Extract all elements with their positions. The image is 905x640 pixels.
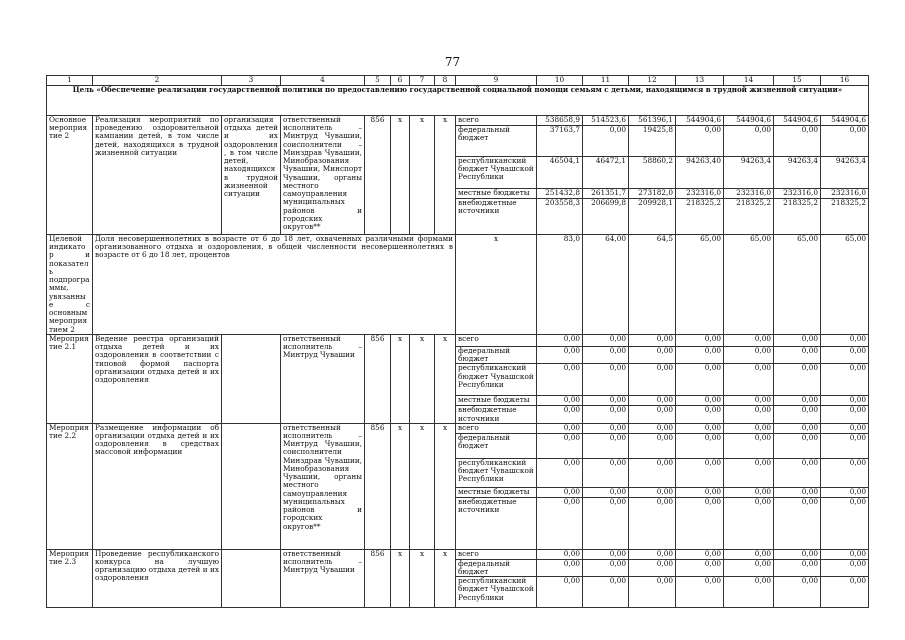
funding-value: 0,00 <box>537 497 583 549</box>
funding-source: федеральный бюджет <box>456 559 537 576</box>
indicator-text: Доля несовершеннолетних в возрасте от 6 до 18 лет, охваченных различными формами организованного отдыха и оздоровления, в общей численности несовершеннолетних в возрасте от 6 до 18 лет, процентов <box>93 235 456 335</box>
funding-value: 0,00 <box>537 458 583 487</box>
column-number: 13 <box>676 76 724 86</box>
funding-value: 209928,1 <box>629 199 676 235</box>
funding-value: 0,00 <box>724 364 774 396</box>
funding-value: 0,00 <box>629 577 676 608</box>
activity-id: Мероприятие 2.1 <box>47 334 93 423</box>
budget-code: x <box>410 423 435 549</box>
funding-value: 203558,3 <box>537 199 583 235</box>
funding-value: 273182,0 <box>629 189 676 199</box>
column-number: 6 <box>391 76 410 86</box>
activity-name: Ведение реестра организаций отдыха детей и их оздоровления в соответствии с типовой формой паспорта организации отдыха детей и их оздоровления <box>93 334 222 423</box>
column-number-row <box>47 76 869 86</box>
activity-id: Мероприятие 2.2 <box>47 423 93 549</box>
funding-value: 218325,2 <box>774 199 821 235</box>
funding-value: 0,00 <box>583 126 629 157</box>
funding-source: всего <box>456 549 537 559</box>
funding-value: 0,00 <box>676 497 724 549</box>
funding-value: 0,00 <box>629 549 676 559</box>
table-row <box>47 423 869 433</box>
table-row <box>47 334 869 346</box>
funding-value: 46504,1 <box>537 157 583 189</box>
funding-value: 0,00 <box>676 364 724 396</box>
funding-value: 0,00 <box>537 334 583 346</box>
funding-value: 0,00 <box>676 126 724 157</box>
funding-value: 0,00 <box>724 487 774 497</box>
funding-value: 561396,1 <box>629 116 676 126</box>
responsible-executor: ответственный исполнитель – Минтруд Чувашии <box>281 334 365 423</box>
funding-value: 0,00 <box>774 126 821 157</box>
responsible-executor: ответственный исполнитель – Минтруд Чувашии <box>281 549 365 607</box>
funding-value: 0,00 <box>774 334 821 346</box>
funding-value: 0,00 <box>821 433 869 458</box>
funding-source: местные бюджеты <box>456 189 537 199</box>
funding-value: 0,00 <box>821 334 869 346</box>
funding-value: 251432,8 <box>537 189 583 199</box>
funding-value: 0,00 <box>537 423 583 433</box>
funding-value: 0,00 <box>821 577 869 608</box>
funding-value: 0,00 <box>821 364 869 396</box>
funding-value: 0,00 <box>774 423 821 433</box>
funding-value: 0,00 <box>676 346 724 363</box>
indicator-row <box>47 235 869 335</box>
budget-code: x <box>435 334 456 423</box>
funding-source: местные бюджеты <box>456 396 537 406</box>
funding-value: 0,00 <box>676 549 724 559</box>
funding-value: 0,00 <box>583 396 629 406</box>
funding-source: республиканский бюджет Чувашской Республики <box>456 577 537 608</box>
funding-value: 0,00 <box>724 423 774 433</box>
program-table <box>46 75 869 608</box>
funding-value: 0,00 <box>537 346 583 363</box>
column-number: 11 <box>583 76 629 86</box>
budget-code: x <box>410 549 435 607</box>
funding-value: 544904,6 <box>774 116 821 126</box>
funding-value: 0,00 <box>774 487 821 497</box>
funding-source: внебюджетные источники <box>456 497 537 549</box>
column-number: 8 <box>435 76 456 86</box>
funding-value: 0,00 <box>676 433 724 458</box>
funding-value: 514523,6 <box>583 116 629 126</box>
funding-value: 0,00 <box>774 406 821 423</box>
funding-value: 0,00 <box>821 126 869 157</box>
funding-source: республиканский бюджет Чувашской Республики <box>456 364 537 396</box>
indicator-x: x <box>456 235 537 335</box>
funding-value: 218325,2 <box>821 199 869 235</box>
responsible-executor: ответственный исполнитель – Минтруд Чувашии, соисполнители – Минздрав Чувашии, Минобразования Чувашии, Минспорт Чувашии, органы местного самоуправления муниципальных районов и городских округов** <box>281 116 365 235</box>
funding-value: 0,00 <box>774 577 821 608</box>
activity-name: Реализация мероприятий по проведению оздоровительной кампании детей, в том числе детей, находящихся в трудной жизненной ситуации <box>93 116 222 235</box>
funding-value: 0,00 <box>583 364 629 396</box>
funding-value: 0,00 <box>821 559 869 576</box>
budget-code: 856 <box>365 116 391 235</box>
responsible-executor: ответственный исполнитель – Минтруд Чувашии, соисполнители Минздрав Чувашии, Минобразования Чувашии, органы местного самоуправления муниципальных районов и городских округов** <box>281 423 365 549</box>
funding-source: внебюджетные источники <box>456 406 537 423</box>
funding-value: 0,00 <box>724 577 774 608</box>
funding-value: 232316,0 <box>774 189 821 199</box>
column-number: 1 <box>47 76 93 86</box>
funding-value: 0,00 <box>629 559 676 576</box>
funding-value: 0,00 <box>583 423 629 433</box>
funding-value: 0,00 <box>774 458 821 487</box>
funding-value: 0,00 <box>821 549 869 559</box>
funding-value: 0,00 <box>629 423 676 433</box>
column-number: 12 <box>629 76 676 86</box>
funding-value: 0,00 <box>629 396 676 406</box>
funding-value: 0,00 <box>629 433 676 458</box>
funding-value: 0,00 <box>583 487 629 497</box>
funding-value: 0,00 <box>537 559 583 576</box>
funding-value: 218325,2 <box>676 199 724 235</box>
funding-source: всего <box>456 116 537 126</box>
table-row <box>47 549 869 559</box>
funding-value: 0,00 <box>629 458 676 487</box>
funding-value: 0,00 <box>583 577 629 608</box>
funding-value: 46472,1 <box>583 157 629 189</box>
indicator-value: 65,00 <box>774 235 821 335</box>
funding-value: 0,00 <box>629 334 676 346</box>
funding-value: 0,00 <box>583 497 629 549</box>
budget-code: x <box>391 423 410 549</box>
funding-value: 0,00 <box>676 577 724 608</box>
funding-value: 0,00 <box>724 458 774 487</box>
column-number: 3 <box>222 76 281 86</box>
expected-result <box>222 334 281 423</box>
funding-value: 0,00 <box>774 497 821 549</box>
funding-value: 261351,7 <box>583 189 629 199</box>
funding-value: 0,00 <box>724 406 774 423</box>
funding-value: 0,00 <box>583 406 629 423</box>
column-number: 2 <box>93 76 222 86</box>
funding-value: 0,00 <box>537 433 583 458</box>
funding-value: 0,00 <box>676 559 724 576</box>
funding-value: 0,00 <box>821 423 869 433</box>
funding-source: внебюджетные источники <box>456 199 537 235</box>
funding-value: 0,00 <box>537 406 583 423</box>
funding-value: 232316,0 <box>676 189 724 199</box>
funding-value: 0,00 <box>583 549 629 559</box>
funding-value: 0,00 <box>537 396 583 406</box>
funding-value: 0,00 <box>676 396 724 406</box>
column-number: 7 <box>410 76 435 86</box>
budget-code: x <box>391 334 410 423</box>
funding-value: 94263,4 <box>724 157 774 189</box>
funding-value: 0,00 <box>676 487 724 497</box>
funding-value: 0,00 <box>724 497 774 549</box>
funding-value: 94263,4 <box>821 157 869 189</box>
funding-value: 0,00 <box>676 423 724 433</box>
indicator-value: 65,00 <box>724 235 774 335</box>
funding-value: 0,00 <box>583 559 629 576</box>
indicator-value: 64,5 <box>629 235 676 335</box>
funding-value: 0,00 <box>821 406 869 423</box>
column-number: 15 <box>774 76 821 86</box>
funding-value: 218325,2 <box>724 199 774 235</box>
funding-value: 0,00 <box>774 559 821 576</box>
budget-code: x <box>435 549 456 607</box>
funding-value: 94263,4 <box>774 157 821 189</box>
budget-code: x <box>435 116 456 235</box>
funding-value: 0,00 <box>583 458 629 487</box>
column-number: 14 <box>724 76 774 86</box>
funding-source: федеральный бюджет <box>456 126 537 157</box>
activity-id: Основное мероприятие 2 <box>47 116 93 235</box>
expected-result: организация отдыха детей и их оздоровления, в том числе детей, находящихся в трудной жизненной ситуации <box>222 116 281 235</box>
funding-value: 0,00 <box>629 487 676 497</box>
funding-source: республиканский бюджет Чувашской Республики <box>456 157 537 189</box>
budget-code: 856 <box>365 423 391 549</box>
page-number: 77 <box>444 55 461 69</box>
funding-value: 0,00 <box>537 487 583 497</box>
budget-code: x <box>410 334 435 423</box>
funding-value: 37163,7 <box>537 126 583 157</box>
funding-value: 0,00 <box>724 559 774 576</box>
funding-value: 0,00 <box>537 549 583 559</box>
funding-value: 538658,9 <box>537 116 583 126</box>
budget-code: 856 <box>365 549 391 607</box>
funding-value: 0,00 <box>774 364 821 396</box>
funding-source: всего <box>456 423 537 433</box>
funding-value: 0,00 <box>774 433 821 458</box>
indicator-value: 65,00 <box>676 235 724 335</box>
goal-row <box>47 86 869 116</box>
indicator-value: 64,00 <box>583 235 629 335</box>
funding-value: 0,00 <box>676 458 724 487</box>
expected-result <box>222 549 281 607</box>
indicator-label: Целевой индикатор и показатель подпрограммы, увязанные с основным мероприятием 2 <box>47 235 93 335</box>
funding-value: 0,00 <box>821 346 869 363</box>
funding-value: 0,00 <box>821 487 869 497</box>
activity-name: Размещение информации об организации отдыха детей и их оздоровления в средствах массовой информации <box>93 423 222 549</box>
funding-value: 544904,6 <box>676 116 724 126</box>
funding-value: 0,00 <box>629 364 676 396</box>
expected-result <box>222 423 281 549</box>
funding-value: 0,00 <box>537 364 583 396</box>
funding-value: 94263,40 <box>676 157 724 189</box>
funding-value: 0,00 <box>724 433 774 458</box>
funding-value: 58860,2 <box>629 157 676 189</box>
budget-code: x <box>391 116 410 235</box>
column-number: 4 <box>281 76 365 86</box>
funding-value: 0,00 <box>774 396 821 406</box>
funding-value: 0,00 <box>724 346 774 363</box>
funding-source: федеральный бюджет <box>456 346 537 363</box>
funding-value: 0,00 <box>724 126 774 157</box>
funding-source: всего <box>456 334 537 346</box>
funding-value: 0,00 <box>821 497 869 549</box>
funding-value: 0,00 <box>537 577 583 608</box>
funding-value: 0,00 <box>629 497 676 549</box>
budget-code: x <box>410 116 435 235</box>
funding-value: 19425,8 <box>629 126 676 157</box>
funding-value: 0,00 <box>724 549 774 559</box>
funding-source: местные бюджеты <box>456 487 537 497</box>
funding-source: федеральный бюджет <box>456 433 537 458</box>
funding-value: 0,00 <box>821 458 869 487</box>
budget-code: x <box>435 423 456 549</box>
funding-value: 232316,0 <box>821 189 869 199</box>
activity-id: Мероприятие 2.3 <box>47 549 93 607</box>
column-number: 16 <box>821 76 869 86</box>
column-number: 10 <box>537 76 583 86</box>
funding-value: 0,00 <box>583 334 629 346</box>
funding-value: 0,00 <box>583 346 629 363</box>
indicator-value: 65,00 <box>821 235 869 335</box>
funding-value: 0,00 <box>676 334 724 346</box>
funding-value: 0,00 <box>583 433 629 458</box>
funding-source: республиканский бюджет Чувашской Республики <box>456 458 537 487</box>
funding-value: 0,00 <box>676 406 724 423</box>
budget-code: x <box>391 549 410 607</box>
budget-code: 856 <box>365 334 391 423</box>
funding-value: 0,00 <box>724 396 774 406</box>
table-row <box>47 116 869 126</box>
funding-value: 0,00 <box>629 346 676 363</box>
funding-value: 206699,8 <box>583 199 629 235</box>
goal-title: Цель «Обеспечение реализации государственной политики по предоставлению государственной социальной помощи семьям с детьми, находящимся в трудной жизненной ситуации» <box>47 86 869 116</box>
activity-name: Проведение республиканского конкурса на лучшую организацию отдыха детей и их оздоровления <box>93 549 222 607</box>
funding-value: 0,00 <box>774 346 821 363</box>
funding-value: 0,00 <box>774 549 821 559</box>
column-number: 9 <box>456 76 537 86</box>
funding-value: 0,00 <box>724 334 774 346</box>
funding-value: 232316,0 <box>724 189 774 199</box>
column-number: 5 <box>365 76 391 86</box>
funding-value: 0,00 <box>629 406 676 423</box>
indicator-value: 83,0 <box>537 235 583 335</box>
funding-value: 544904,6 <box>724 116 774 126</box>
funding-value: 0,00 <box>821 396 869 406</box>
funding-value: 544904,6 <box>821 116 869 126</box>
